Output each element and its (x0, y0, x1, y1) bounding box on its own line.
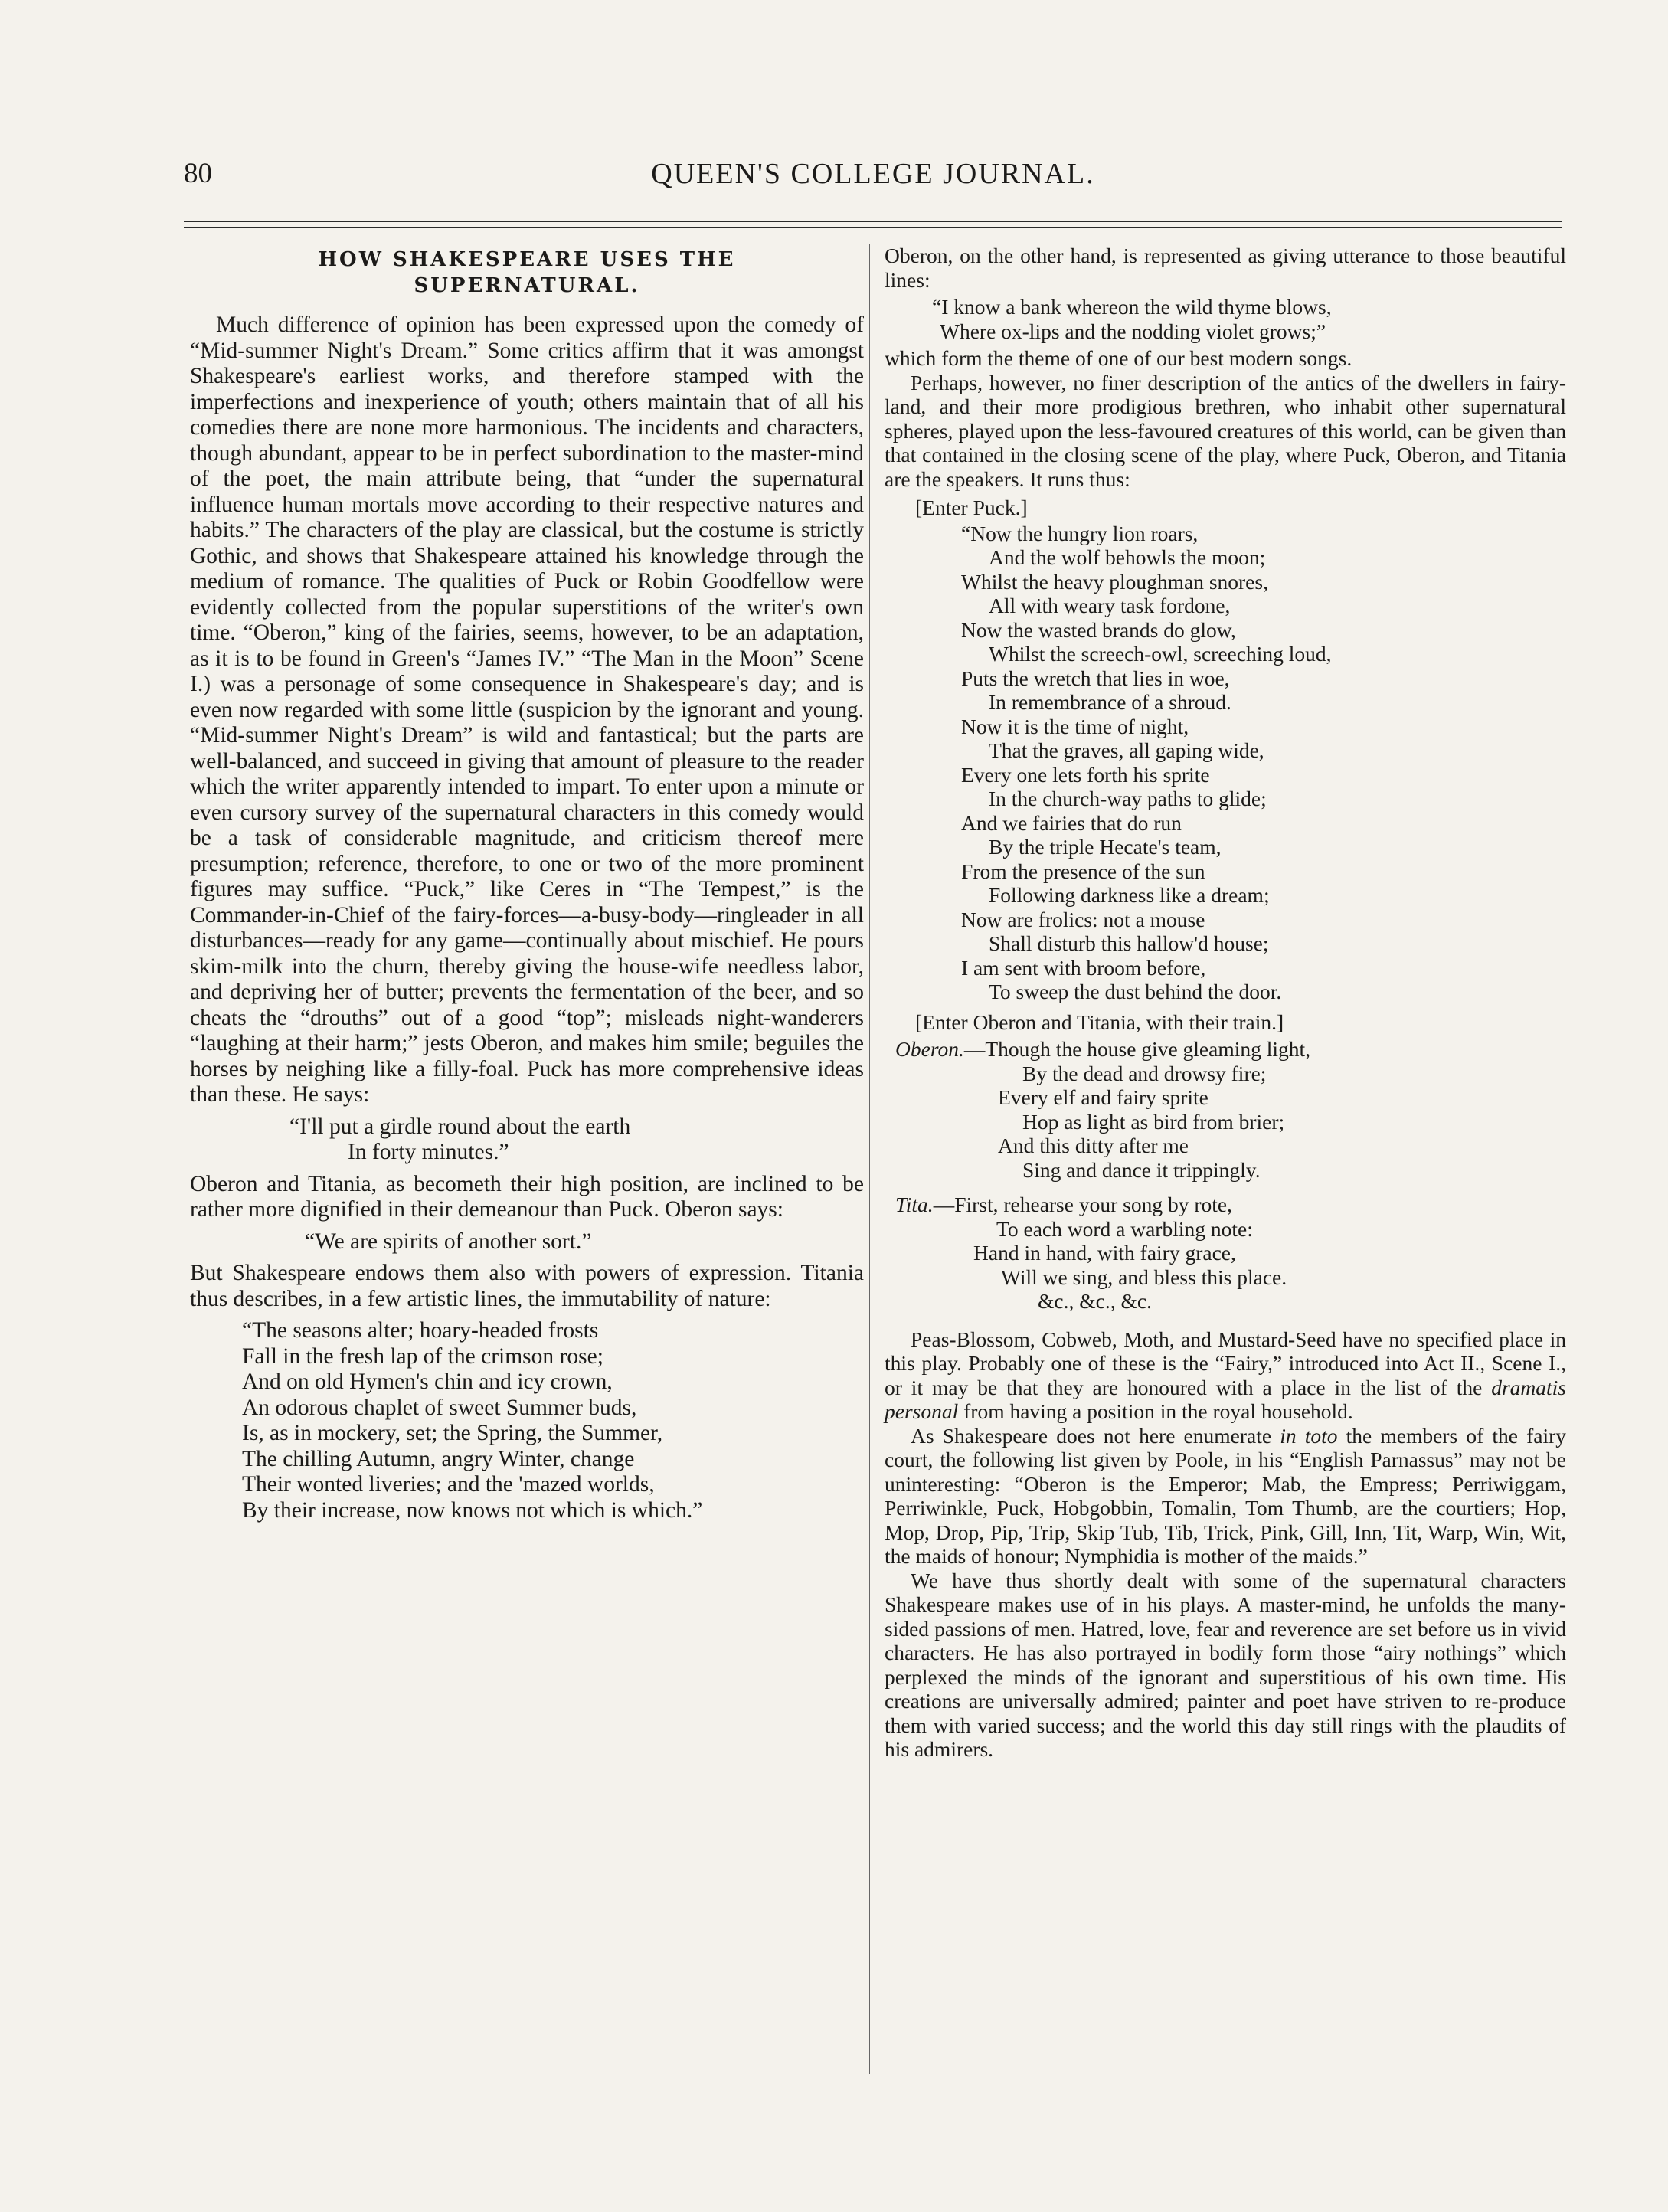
oberon-quote (305, 1229, 864, 1255)
oberon-speech (885, 1037, 1566, 1182)
verse-line: “Now the hungry lion roars, (961, 521, 1199, 545)
puck-quote (289, 1114, 864, 1166)
verse-line: Puts the wretch that lies in woe, (961, 666, 1230, 690)
verse-line: By their increase, now knows not which is which.” (242, 1497, 703, 1523)
journal-title: QUEEN'S COLLEGE JOURNAL. (651, 158, 1095, 190)
left-paragraph-2: Oberon and Titania, as becometh their high position, are inclined to be rather more dignified in their demeanour than Puck. Oberon says: (190, 1171, 864, 1222)
verse-line: By the dead and drowsy fire; (1022, 1061, 1267, 1085)
left-paragraph-3: But Shakespeare endows them also with powers of expression. Titania thus describes, in a few artistic lines, the immutability of nature: (190, 1261, 864, 1311)
oberon-bank-quote (932, 295, 1566, 343)
article-title-line-2: SUPERNATURAL. (414, 274, 640, 297)
verse-line-text: —Though the house give gleaming light, (963, 1037, 1311, 1061)
verse-line: From the presence of the sun (961, 859, 1205, 883)
verse-line: And on old Hymen's chin and icy crown, (242, 1369, 613, 1394)
verse-line: “I know a bank whereon the wild thyme blows, (932, 295, 1332, 319)
italic-phrase: in toto (1280, 1423, 1338, 1448)
paragraph-text: Peas-Blossom, Cobweb, Moth, and Mustard-Seed have no specified place in this play. Probably one of these is the “Fairy,” introduced into Act II., Scene I., or it may be that they are honoured with a place in the list of the (885, 1327, 1566, 1399)
article-title (190, 247, 864, 299)
verse-line: In forty minutes.” (348, 1140, 509, 1164)
right-paragraph-4 (885, 1327, 1566, 1424)
verse-line: By the triple Hecate's team, (989, 835, 1222, 859)
verse-line: &c., &c., &c. (1038, 1289, 1152, 1313)
verse-line: Now are frolics: not a mouse (961, 907, 1205, 931)
paragraph-text: As Shakespeare does not here enumerate (911, 1423, 1272, 1448)
verse-line: And this ditty after me (998, 1134, 1189, 1157)
verse-line: Fall in the fresh lap of the crimson rose; (242, 1343, 603, 1369)
right-paragraph-3: Perhaps, however, no finer description of the antics of the dwellers in fairy-land, and their more prodigious brethren, who inhabit other supernatural spheres, played upon the less-favoured creatures of this world, can be given than that contained in the closing scene of the play, where Puck, Oberon, and Titania are the speakers. It runs thus: (885, 370, 1566, 491)
page-number: 80 (184, 158, 212, 189)
right-paragraph-1: Oberon, on the other hand, is represented as giving utterance to those beautiful lines: (885, 244, 1566, 292)
verse-line-text: —First, rehearse your song by rote, (933, 1193, 1232, 1216)
verse-line: To sweep the dust behind the door. (989, 980, 1282, 1003)
header-rule-top (184, 221, 1562, 222)
verse-line: In remembrance of a shroud. (989, 690, 1231, 714)
column-divider (869, 244, 870, 2074)
verse-line: Whilst the screech-owl, screeching loud, (989, 642, 1332, 666)
verse-line: Every elf and fairy sprite (998, 1085, 1208, 1109)
header-rule-bottom (184, 227, 1562, 228)
stage-direction-puck: [Enter Puck.] (915, 496, 1028, 519)
verse-line: Following darkness like a dream; (989, 883, 1270, 907)
paragraph-text: from having a position in the royal household. (963, 1399, 1353, 1423)
verse-line: Hop as light as bird from brier; (1022, 1109, 1285, 1134)
verse-line: Whilst the heavy ploughman snores, (961, 569, 1268, 594)
verse-line: An odorous chaplet of sweet Summer buds, (242, 1395, 637, 1420)
verse-line (895, 1037, 1566, 1062)
verse-line: The chilling Autumn, angry Winter, change (242, 1446, 635, 1471)
left-column (190, 244, 864, 1530)
verse-line: Shall disturb this hallow'd house; (989, 931, 1269, 955)
verse-line: And the wolf behowls the moon; (989, 545, 1266, 569)
left-paragraph-1: Much difference of opinion has been expressed upon the comedy of “Mid-summer Night's Dream.” Some critics affirm that it was amongst Shakespeare's earliest works, and therefore stamped with the imperfections and inexperience of youth; others maintain that of all his comedies there are none more harmonious. The incidents and characters, though abundant, appear to be in perfect subordination to the master-mind of the poet, the main attribute being, that “under the supernatural influence human mortals move according to their respective natures and habits.” The characters of the play are classical, but the costume is strictly Gothic, and shows that Shakespeare attained his knowledge through the medium of romance. The qualities of Puck or Robin Goodfellow were evidently collected from the popular superstitions of the writer's own time. “Oberon,” king of the fairies, seems, however, to be an adaptation, as it is to be found in Green's “James IV.” “The Man in the Moon” Scene I.) was a personage of some consequence in Shakespeare's day; and is even now regarded with some little (suspicion by the ignorant and young. “Mid-summer Night's Dream” is wild and fantastical; but the parts are well-balanced, and succeed in giving that amount of pleasure to the reader which the writer apparently intended to impart. To enter upon a minute or even cursory survey of the supernatural characters in this comedy would be a task of considerable magnitude, and criticism thereof mere presumption; reference, therefore, to one or two of the more prominent figures may suffice. “Puck,” like Ceres in “The Tempest,” is the Commander-in-Chief of the fairy-forces—a-busy-body—ringleader in all disturbances—ready for any game—continually about mischief. He pours skim-milk into the churn, thereby giving the house-wife needless labor, and depriving her of butter; prevents the fermentation of the beer, and so cheats the “drouths” out of a good “top”; misleads night-wanderers “laughing at their harm;” jests Oberon, and makes him smile; beguiles the horses by neighing like a filly-foal. Puck has more comprehensive ideas than these. He says: (190, 312, 864, 1107)
verse-line: Now it is the time of night, (961, 714, 1189, 738)
verse-line: In the church-way paths to glide; (989, 787, 1267, 810)
verse-line: “The seasons alter; hoary-headed frosts (242, 1318, 599, 1343)
stage-direction-oberon-titania: [Enter Oberon and Titania, with their train.] (915, 1009, 1284, 1034)
verse-line: To each word a warbling note: (996, 1216, 1253, 1241)
verse-line: All with weary task fordone, (989, 594, 1231, 617)
verse-line (895, 1193, 1566, 1217)
verse-line: I am sent with broom before, (961, 955, 1206, 980)
page-header (184, 157, 1562, 203)
right-column (885, 244, 1566, 1762)
puck-speech (961, 522, 1566, 1004)
verse-line: Their wonted liveries; and the 'mazed worlds, (242, 1472, 655, 1497)
titania-quote (242, 1318, 864, 1523)
verse-line: That the graves, all gaping wide, (989, 738, 1264, 762)
verse-line: “We are spirits of another sort.” (305, 1229, 592, 1254)
verse-line: And we fairies that do run (961, 810, 1182, 835)
titania-speech (885, 1193, 1566, 1314)
right-paragraph-5 (885, 1424, 1566, 1569)
verse-line: “I'll put a girdle round about the earth (289, 1114, 631, 1139)
verse-line: Hand in hand, with fairy grace, (973, 1241, 1236, 1265)
verse-line: Where ox-lips and the nodding violet grows;” (940, 319, 1326, 343)
right-paragraph-2: which form the theme of one of our best modern songs. (885, 346, 1352, 370)
verse-line: Now the wasted brands do glow, (961, 617, 1236, 642)
article-title-line-1: HOW SHAKESPEARE USES THE (318, 248, 736, 271)
paragraph-text: the members of the fairy court, the following list given by Poole, in his “English Parnassus” may not be uninteresting: “Oberon is the Emperor; Mab, the Empress; Perriwiggam, Perriwinkle, Puck, Hobgobbin, Tomalin, Tom Thumb, are the courtiers; Hop, Mop, Drop, Pip, Trip, Skip Tub, Tib, Trick, Pink, Gill, Inn, Tit, Warp, Win, Wit, the maids of honour; Nymphidia is mother of the maids.” (885, 1423, 1567, 1568)
speaker-oberon: Oberon. (895, 1037, 964, 1061)
verse-line: Sing and dance it trippingly. (1022, 1157, 1261, 1182)
verse-line: Will we sing, and bless this place. (1001, 1265, 1287, 1289)
right-paragraph-6: We have thus shortly dealt with some of the supernatural characters Shakespeare makes use of in his plays. A master-mind, he unfolds the many-sided passions of men. Hatred, love, fear and reverence are set before us in vivid characters. He has also portrayed in bodily form those “airy nothings” which perplexed the minds of the ignorant and superstitious of his own time. His creations are universally admired; painter and poet have striven to re-produce them with varied success; and the world this day still rings with the plaudits of his admirers. (885, 1568, 1566, 1761)
speaker-titania: Tita. (895, 1193, 934, 1216)
verse-line: Every one lets forth his sprite (961, 762, 1210, 787)
verse-line: Is, as in mockery, set; the Spring, the Summer, (242, 1421, 663, 1445)
italic-phrase: dramatis personal (885, 1375, 1566, 1423)
